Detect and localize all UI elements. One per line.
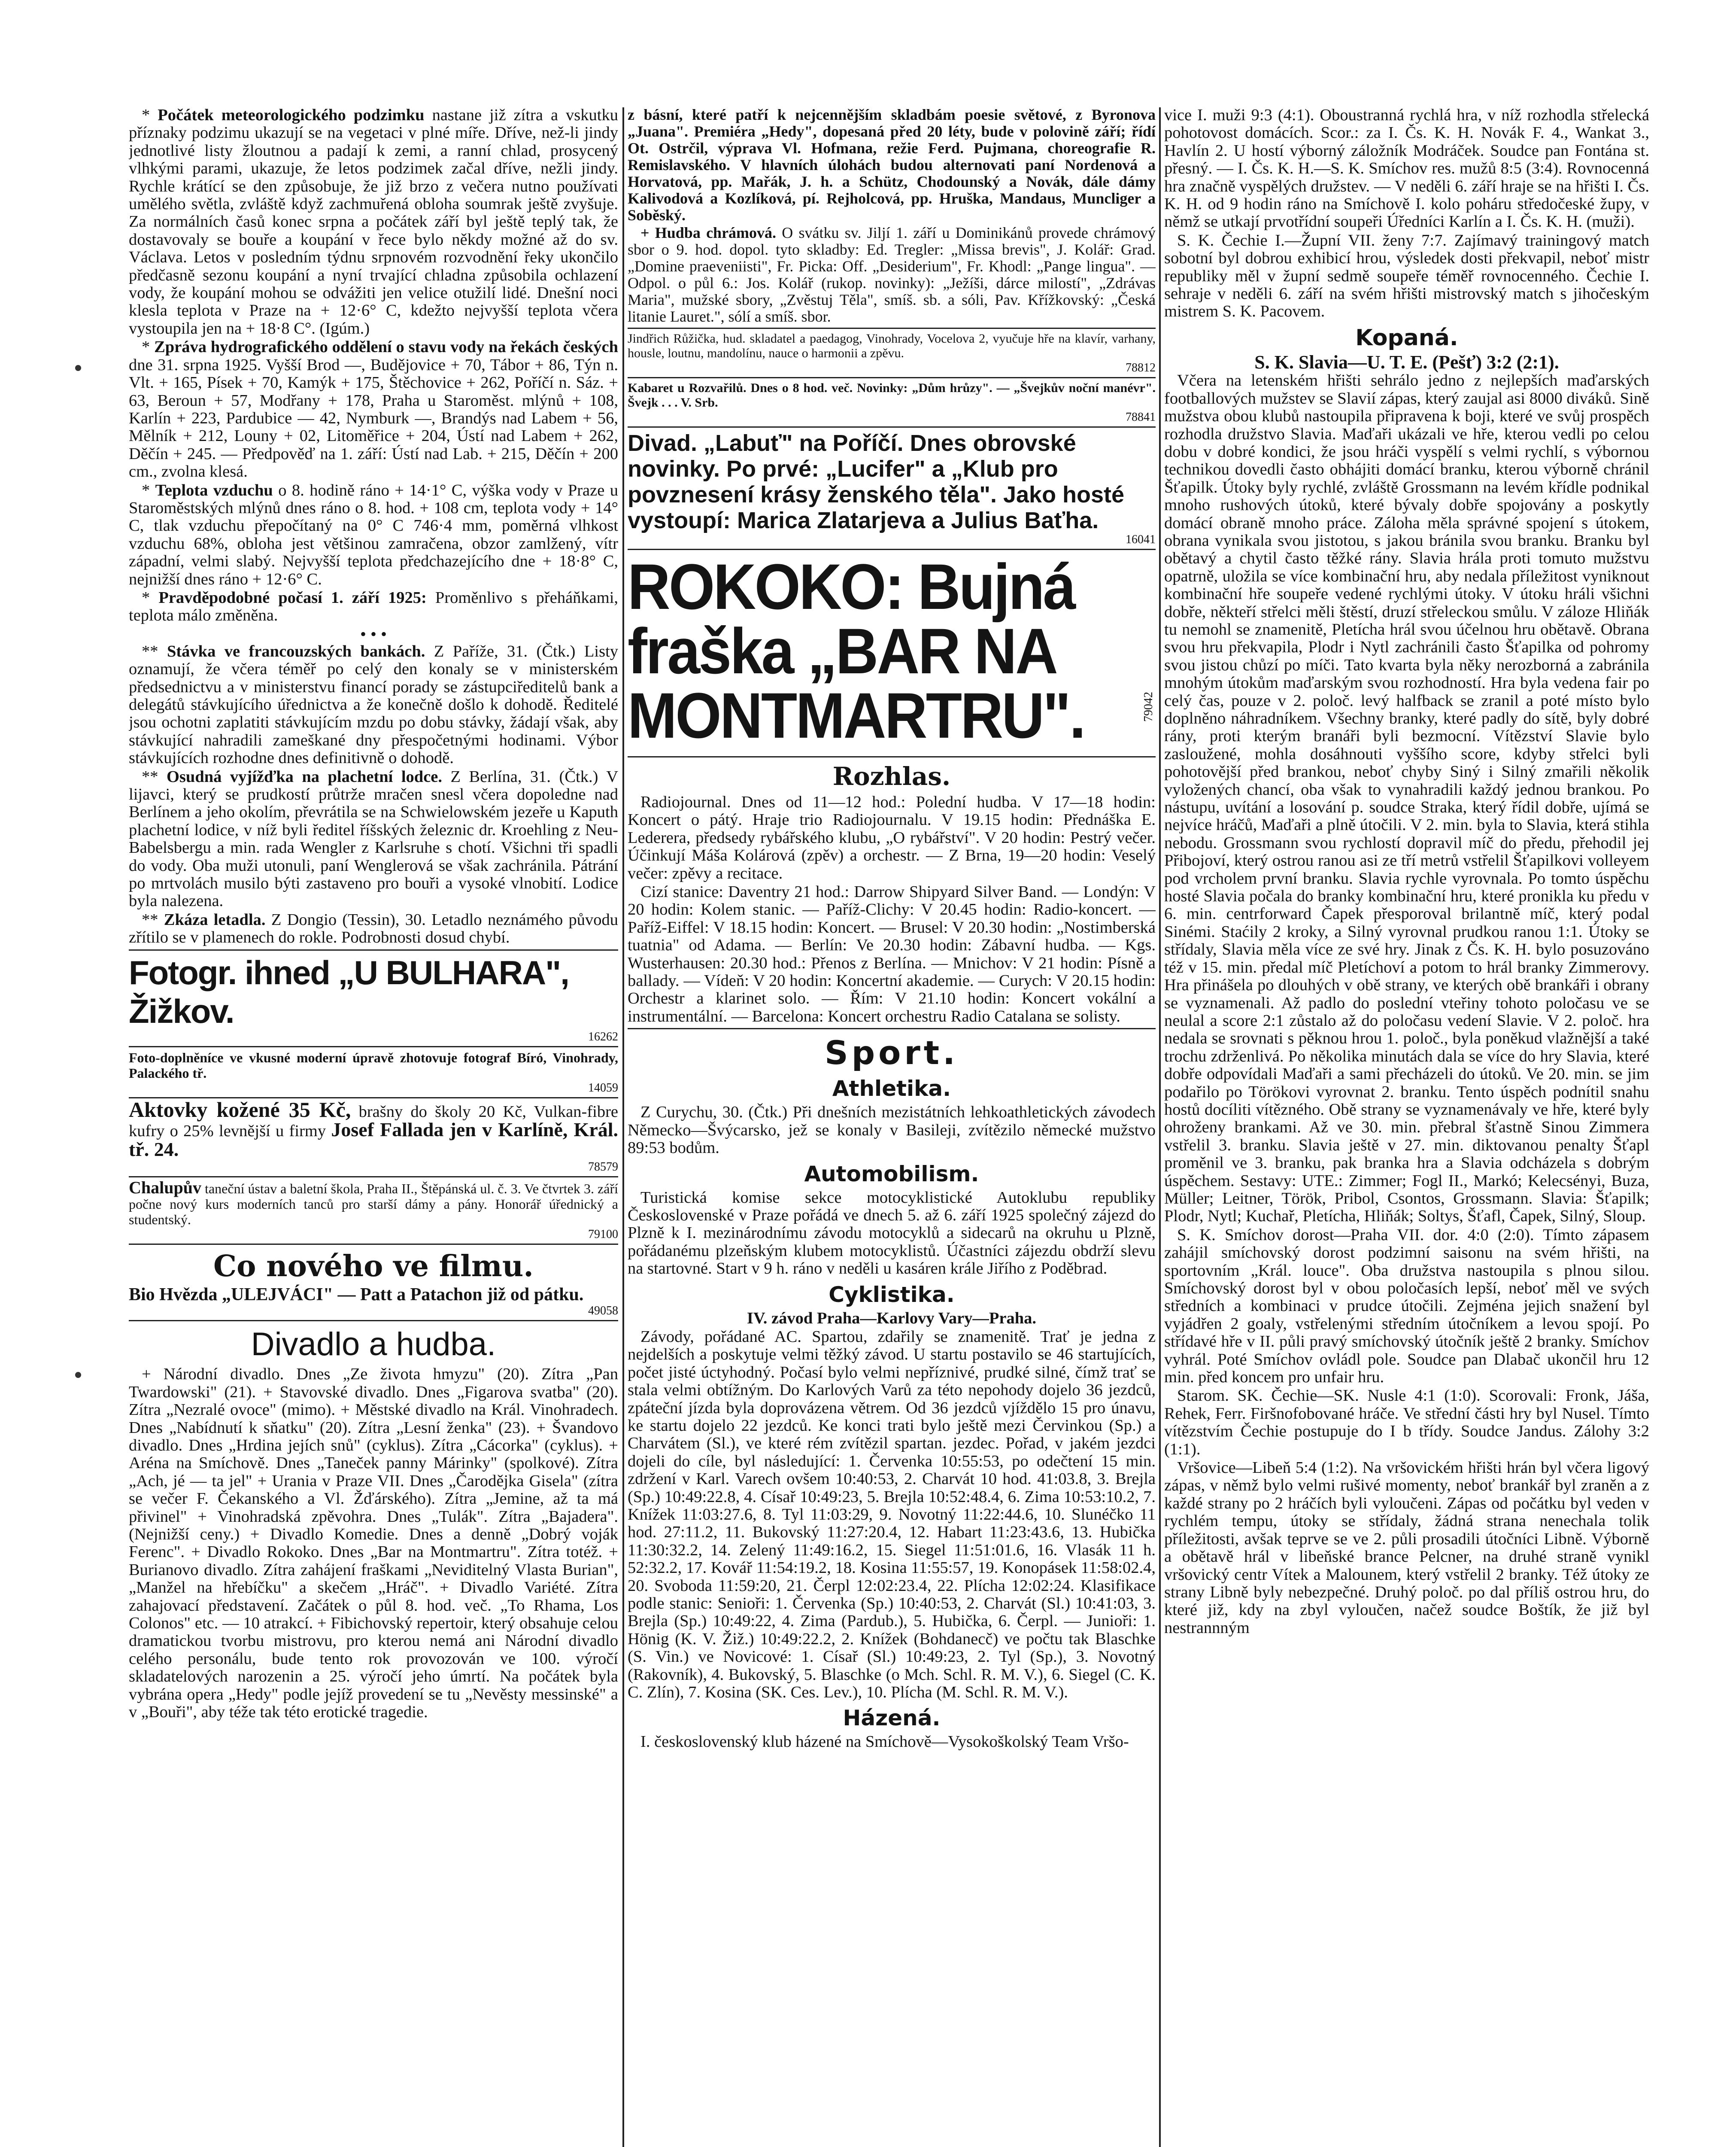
punch-hole-mark: [75, 1372, 81, 1378]
handball-continued: vice I. muži 9:3 (4:1). Oboustranná rychlá hra, v níž rozhodla střelecká pohotovost domácích. Scor.: za I. Čs. K. H. Novák F. 4., Wankat 3., Havlín 2. U hostí výborný záložník Modráček. Soudce pan Fontána st. přesný. — I. Čs. K. H.—S. K. Smíchov res. mužů 8:5 (3:4). Rovnocenná hra značně vyspělých družstev. — V neděli 6. září hraje se na hřišti I. Čs. K. H. od 9 hodin ráno na Smíchově I. kolo poháru středočeské župy, v němž se utkají prvotřídní soupeři Úředníci Karlín a I. Čs. K. H. (muži).: [1164, 106, 1649, 231]
article-title: Pravděpodobné počasí 1. září 1925:: [158, 588, 427, 607]
cycling-subheading: IV. závod Praha—Karlovy Vary—Praha.: [747, 1309, 1037, 1327]
divider: [628, 1028, 1156, 1029]
column-rule: [1159, 107, 1161, 2147]
ad-code: 79100: [588, 1227, 618, 1241]
article-title: Počátek meteorologického podzimku: [158, 106, 425, 124]
handball-heading: Házená.: [843, 1706, 941, 1731]
article-body: nastane již zítra a vskutku příznaky podzimu ukazují se na vegetaci v plné míře. Dříve, než-li jindy jednotlivé listy žloutnou a padají k zemi, a ranní chlad, prosycený vlhkými parami, ukazuje, že letos podzimek začal dříve, nežli jindy. Rychle krátící se den způsobuje, že již brzo z večera nutno používati umělého světla, zvláště když zachmuřená obloha soumrak ještě zvyšuje. Za normálních časů konec srpna a počátek září byl ještě teplý tak, že dostavovaly se bouře a koupání v řece bylo někdy možné až do sv. Václava. Letos v posledním týdnu srpnovém rozvodnění řeky ukončilo předčasně sezonu koupání a nyní trvající chladna způsobila ochlazení vody, že koupání mohou se odvážiti jen velice otužilí lidé. Dnešní noci klesla teplota v Praze na + 12·6° C, kdežto nejvyšší teplota včera vystoupila jen na + 18·8 C°. (Igúm.): [129, 106, 618, 338]
staromestska-article: Starom. SK. Čechie—SK. Nusle 4:1 (1:0). Scorovali: Fronk, Jáša, Rehek, Ferr. Firšnofobované hráče. Ve střední části hry byl Nusel. Tímto vítězstvím Čechie postupuje do I b třídy. Soudce Jandus. Zálohy 3:2 (1:1).: [1164, 1387, 1649, 1458]
divider: [129, 1176, 618, 1177]
ad-code: 78841: [1126, 411, 1156, 424]
ad-code: 16262: [588, 1030, 618, 1043]
column-middle: [628, 106, 1156, 2147]
divider: [628, 377, 1156, 378]
punch-hole-mark: [75, 365, 81, 371]
auto-heading: Automobilism.: [804, 1161, 979, 1186]
ad-title: Aktovky kožené 35 Kč,: [129, 1097, 351, 1122]
article-title: + Hudba chrámová.: [640, 224, 777, 241]
weather-article: * Počátek meteorologického podzimku nastane již zítra a vskutku příznaky podzimu ukazují se na vegetaci v plné míře. Dříve, než-li jindy jednotlivé listy žloutnou a padají k zemi, a ranní chlad, prosycený vlhkými parami, ukazuje, že letos podzimek začal dříve, nežli jindy. Rychle krátící se den způsobuje, že již brzo z večera nutno používati umělého světla, zvláště když zachmuřená obloha soumrak ještě zvyšuje. Za normálních časů konec srpna a počátek září byl ještě teplý tak, že dostavovaly se bouře a koupání v řece bylo někdy možné až do sv. Václava. Letos v posledním týdnu srpnovém rozvodnění řeky ukončilo předčasně sezonu koupání a nyní trvající chladna způsobila ochlazení vody, že koupání mohou se odvážiti jen velice otužilí lidé. Dnešní noci klesla teplota v Praze na + 12·6° C, kdežto nejvyšší teplota včera vystoupila jen na + 18·8 C°. (Igúm.): [129, 106, 618, 338]
ad-labut: Divad. „Labuť" na Poříčí. Dnes obrovské novinky. Po prvé: „Lucifer" a „Klub pro povznesení krásy ženského těla". Jako hosté vystoupí: Marica Zlatarjeva a Julius Baťha.: [628, 430, 1125, 533]
radio-domestic: Radiojournal. Dnes od 11—12 hod.: Polední hudba. V 17—18 hodin: Koncert o pátý. Hraje trio Radiojournalu. V 19.15 hodin: Přednáška E. Lederera, předsedy rybářského klubu, „O rybářství". V 20 hodin: Pestrý večer. Účinkují Máša Kolárová (zpěv) a orchestr. — Z Brna, 19—20 hodin: Veselý večer: zpěvy a recitace.: [628, 793, 1156, 882]
handball-article: I. československý klub házené na Smíchově—Vysokoškolský Team Vršo-: [640, 1733, 1129, 1751]
article-title: Stávka ve francouzských bankách.: [167, 642, 425, 660]
column-right: [1164, 106, 1649, 2147]
divider: [129, 1244, 618, 1245]
athletics-article: Z Curychu, 30. (Čtk.) Při dnešních mezistátních lehkoathletických závodech Německo—Švýcarsko, jež se konaly v Basileji, zvítězilo německé mužstvo 89:53 bodům.: [628, 1103, 1156, 1157]
article-body: Z Berlína, 31. (Čtk.) V lijavci, který se prudkostí průtrže mračen snesl včera dopoledne nad Berlínem a jeho okolím, převrátila se na Schwielowském jezeře u Kaputh plachetní lodice, v níž byli ředitel říšských železnic dr. Kroehling z Neu-Babelsbergu a min. rada Wengler z Karlsruhe s chotí. Všichni tři spadli do vody. Oba muži utonuli, paní Wenglerová se však zachránila. Pátrání po mrtvolách musilo býti zastaveno pro bouři a vysoké vlnobití. Lodice byla nalezena.: [129, 767, 618, 910]
ad-code: 49058: [588, 1304, 618, 1318]
divider: [628, 756, 1156, 757]
divider: [628, 328, 1156, 329]
ad-code: 16041: [1126, 533, 1156, 546]
temperature-article: * Teplota vzduchu o 8. hodině ráno + 14·1° C, výška vody v Praze u Staroměstských mlýnů dnes ráno o 8. hod. + 108 cm, teplota vody + 14° C, tlak vzduchu přepočítaný na 0° C 746·4 mm, poměrná vlhkost vzduchu 68%, obloha jest většinou zamračena, obzor zamlžený, vítr západní, velmi slabý. Nejvyšší teplota předchazejícího dne + 18·8° C, nejnižší dnes ráno + 12·6° C.: [129, 481, 618, 588]
theatre-heading: Divadlo a hudba.: [251, 1326, 496, 1363]
sail-article: ** Osudná vyjížďka na plachetní lodce. Z Berlína, 31. (Čtk.) V lijavci, který se prudkostí průtrže mračen snesl včera dopoledne nad Berlínem a jeho okolím, převrátila se na Schwielowském jezeře u Kaputh plachetní lodice, v níž byli ředitel říšských železnic dr. Kroehling z Neu-Babelsbergu a min. rada Wengler z Karlsruhe s chotí. Všichni tři spadli do vody. Oba muži utonuli, paní Wenglerová se však zachránila. Pátrání po mrtvolách musilo býti zastaveno pro bouři a vysoké vlnobití. Lodice byla nalezena.: [129, 767, 618, 910]
column-rule: [622, 107, 624, 2147]
ad-code: 78812: [1126, 361, 1156, 374]
choir-article: [628, 225, 1156, 325]
auto-article: Turistická komise sekce motocyklistické Autoklubu republiky Československé v Praze pořádá ve dnech 5. až 6. září 1925 společný zájezd do Plzně k I. mezinárodnímu závodu motocyklů a sidecarů na okruhu u Plzně, pořádanému plzeňským klubem motocyklistů. Účastníci zájezdu obdrží slevu na startovné. Start v 9 h. ráno v neděli u kasáren krále Jiřího z Poděbrad.: [628, 1188, 1156, 1278]
ad-rokoko: ROKOKO: Bujná fraška „BAR NA MONTMARTRU".: [628, 550, 1084, 751]
article-title: Zpráva hydrografického oddělení o stavu vody na řekách českých: [154, 338, 618, 356]
ad-aktovky: [129, 1097, 618, 1160]
smichov-article: S. K. Smíchov dorost—Praha VII. dor. 4:0 (2:0). Tímto zápasem zahájil smíchovský dorost podzimní saisonu na svém hřišti, na sportovním „Král. louce". Oba družstva nastoupila s plnou silou. Smíchovský dorost byl v obou poločasích lepší, neboť měl ve svých středních a kombinaci v prudce útočili. Zejména jejich snažení byl vyjádřen 2 goaly, vstřelenými středním útočníkem a levou spojí. Po střídavé hře v II. půli pravý smíchovský útočník ještě 2 branky. Smíchov vyhrál. Poté Smíchov ovládl pole. Soudce pan Dlabač ukončil hru 12 min. před koncem pro unfair hru.: [1164, 1226, 1649, 1387]
ad-ruzicka: Jindřich Růžička, hud. skladatel a paedagog, Vinohrady, Vocelova 2, vyučuje hře na klavír, varhany, housle, loutnu, mandolínu, nauce o harmonii a zpěvu.: [628, 331, 1156, 360]
match-report: Včera na letenském hřišti sehrálo jedno z nejlepších maďarských footballových mužstev se Slavií zápas, který zaujal asi 8000 diváků. Sině mužstva obou klubů nastoupila připravena k boji, které ve svůj prospěch rozhodla družstvo Slavia. Maďaři ukázali ve hře, kterou vedli po celou dobu v dobré kondici, že jsou hráči vyspělí s velmi rychlí, s výbornou technikou dovedli často obhájiti domácí branku, kterou výborně chránil Šťapilk. Útoky byly rychlé, zvláště Grossmann na levém křídle podnikal mnoho rushových útoků, které bývaly dobře spojovány a poskytly domácí obraně mnoho práce. Záloha měla správné spojení s útokem, obrana vynikala svou jistotou, s jakou bránila svou branku. Branku byl obětavý a chytil často těžké rány. Slavia hrála proti tomuto mužstvu opatrně, uložila se více kombinační hru, aby nedala příležitost vyniknout kombinační hře soupeře vedené rychlými útoky. V útoku hráli všichni dobře, někteří střelci měli štěstí, druzí střeleckou smůlu. V záloze Hliňák tu nemohl se znamenitě, Pletícha hrál svou účelnou hru obětavě. Obrana svou hru překvapila, Plodr i Nytl zachránili často Šťapilka od pohromy svou jistou chůzí po míči. Tato kvarta byla něky nerozborná a zabránila mnohým útokům maďarským svou rozhodností. Hra byla vedena fair po celý čas, pouze v 2. poloč. levý halfback se zranil a poté místo bylo doplněno náhradníkem. Všechny branky, které padly do sítě, byly dobré rány, proti kterým branáři byli bezmocní. Vítězství Slavie bylo zasloužené, mohla dosáhnouti vyššího score, kdyby střelci byli pohotovější před brankou, neboť chyby Siný i Silný zmařili několik vyložených chancí, oba však to vynahradili každý jednou brankou. Po nástupu, uvítání a losování p. soudce Straka, který řídil dobře, ujímá se nejvíce hráčů, Maďaři a plně útočili. V 2. min. byla to Slavia, která stihla nebodu. Grossmann svou rychlostí dopravil míč do předu, přehodil jej Přibojoví, který ostrou ranou asi ze tří metrů vstřelil Šťapilkovi volleyem pod vrcholem první branku. Slavia rychle vyrovnala. Po tomto úspěchu hosté Slavia počala do branky kombinační hru, které pronikla ku předu v 6. min. centrforward Čapek přesporoval brilantně míč, který podal Sinémi. Staćily 2 kroky, a Silný vyrovnal prudkou ranou 1:1. Útoky se střídaly, Slavia měla více ze své hry. Jinak z Čs. K. H. bylo posuzováno též v 15. min. předal míč Pletíchoví a potom to hrál branky Zimmerovy. Hra přinášela po dlouhých v obě strany, ve kterých obě brankáři i obrany se vyznamenali. Až padlo do poslední vteřiny tohoto poločasu ve se neulal a score 2:1 zůstalo až do poločasu vedení Slavie. V 2. poloč. hra nedala se srovnati s pěknou hrou 1. poloč., byla poněkud vlažnější a také trochu zdrženlivá. Po několika minutách dala se více do hry Slavia, které dobře odpovídali Maďaři a sami přecházeli do útoků. Ve 20. min. se jim podařilo po Törökovi vyrovnat 2. branku. Tento úspěch podnítil snahu hostů docíliti vítězného. Obě strany se vyznamenávaly ve hře, které byly ohroženy brankami. Až ve 30. min. přebral šťastně Sinou Zimmera vstřelil 3. branku. Slavia ještě v 27. min. diktovanou penalty Šťapl proměnil ve 3. branku, pak branka hra a Slavia odcházela s dobrým úspěchem. Sestavy: UTE.: Zimmer; Fogl II., Markó; Kelecsényi, Buza, Müller; Leitner, Török, Pribol, Csontos, Grossmann. Slavia: Šťapilk; Plodr, Nytl; Kuchař, Pletícha, Hliňák; Soltys, Šťafl, Čapek, Silný, Sloup.: [1164, 371, 1649, 1226]
article-body: dne 31. srpna 1925. Vyšší Brod —, Budějovice + 70, Tábor + 86, Týn n. Vlt. + 165, Písek + 70, Kamýk + 175, Štěchovice + 262, Poříčí n. Sáz. + 63, Beroun + 57, Modřany + 178, Praha u Staroměst. mlýnů + 108, Karlín + 223, Pardubice — 42, Nymburk —, Brandýs nad Labem + 56, Mělník + 212, Louny + 02, Litoměřice + 204, Ústí nad Labem + 262, Děčín + 245. — Předpověď na 1. září: Ústí nad Lab. + 215, Děčín + 200 cm., zvolna klesá.: [129, 356, 618, 481]
divider: [628, 426, 1156, 428]
article-title: Osudná vyjížďka na plachetní lodce.: [166, 767, 443, 786]
ad-chalupa: [129, 1177, 618, 1227]
divider: [129, 1320, 618, 1321]
forecast-article: * Pravděpodobné počasí 1. září 1925: Proměnlivo s přeháňkami, teplota málo změněna.: [129, 588, 618, 625]
ad-code: 14059: [588, 1081, 618, 1095]
ad-firm: Josef Fallada jen v Karlíně, Král. tř. 24.: [129, 1119, 618, 1160]
match-heading: S. K. Slavia—U. T. E. (Pešť) 3:2 (2:1).: [1254, 351, 1559, 373]
vrsovice-article: Vršovice—Libeň 5:4 (1:2). Na vršovickém hřišti hrán byl včera ligový zápas, v němž bylo velmi rušivé momenty, neboť brankář byl zraněn a z každé strany po 2 hráčích byli vyloučeni. Zápas od počátku byl veden v rychlém tempu, útoky se střídaly, žádná strana nenechala tolik příležitosti, avšak teprve se ve 2. půli prosadili útočníci Libně. Výborně a obětavě hrál v libeňské brance Pelcner, na druhé straně vynikl vršovický centr Vítek a Malounem, který vstřelil 2 branky. Též útoky ze strany Libně byly nebezpečné. Druhý poloč. po dal příliš ostrou hru, do které již, kdy na zbyl vyloučen, načež soudce Boštík, že již byl nestrannným: [1164, 1459, 1649, 1637]
ad-code: 79042: [1142, 692, 1155, 722]
athletics-heading: Athletika.: [832, 1076, 951, 1101]
ad-title: Chalupův: [129, 1177, 201, 1197]
ad-rokoko-box: [628, 550, 1156, 751]
cechie-article: S. K. Čechie I.—Župní VII. ženy 7:7. Zajímavý trainingový match sobotní byl dobrou exhibicí hrou, výsledek dosti překvapil, neboť mistr republiky měl v župní sedmě soupeře téměř rovnocenného. Čechie I. sehraje v neděli 6. září na svém hřišti mistrovský match s jihočeským mistrem S. K. Pacovem.: [1164, 231, 1649, 321]
hydro-article: * Zpráva hydrografického oddělení o stavu vody na řekách českých dne 31. srpna 1925. Vyšší Brod —, Budějovice + 70, Tábor + 86, Týn n. Vlt. + 165, Písek + 70, Kamýk + 175, Štěchovice + 262, Poříčí n. Sáz. + 63, Beroun + 57, Modřany + 178, Praha u Staroměst. mlýnů + 108, Karlín + 223, Pardubice — 42, Nymburk —, Brandýs nad Labem + 56, Mělník + 212, Louny + 02, Litoměřice + 204, Ústí nad Labem + 262, Děčín + 245. — Předpověď na 1. září: Ústí nad Lab. + 215, Děčín + 200 cm., zvolna klesá.: [129, 338, 618, 481]
divider: [129, 949, 618, 951]
plane-article: ** Zkáza letadla. Z Dongio (Tessin), 30. Letadlo neznámého původu zřítilo se v plamenech do rokle. Podrobnosti dosud chybí.: [129, 910, 618, 947]
divider: [129, 1046, 618, 1047]
ad-body: taneční ústav a baletní škola, Praha II., Štěpánská ul. č. 3. Ve čtvrtek 3. září počne nový kurs moderních tanců pro starší dámy a pány. Honorář úřednický a studentský.: [129, 1180, 618, 1227]
ad-body: brašny do školy 20 Kč, Vulkan-fibre kufry o 25% levnější u firmy: [129, 1102, 618, 1140]
cycling-heading: Cyklistika.: [829, 1282, 955, 1307]
theatre-listings: + Národní divadlo. Dnes „Ze života hmyzu" (20). Zítra „Pan Twardowski" (21). + Stavovské divadlo. Dnes „Figarova svatba" (20). Zítra „Nezralé ovoce" (mimo). + Městské divadlo na Král. Vinohradech. Dnes „Nabídnutí k sňatku" (20). Zítra „Lesní ženka" (23). + Švandovo divadlo. Dnes „Hrdina jejích snů" (cyklus). Zítra „Cácorka" (cyklus). + Aréna na Smíchově. Dnes „Taneček panny Márinky" (spolkové). Zítra „Ach, jé — ta jel" + Urania v Praze VII. Dnes „Čarodějka Gisela" (zítra se večer F. Čekanského a Vl. Žďárského). Zítra „Jemine, až ta má přivinel" + Vinohradská zpěvohra. Dnes „Tulák". Zítra „Bajadera". (Nejnižší ceny.) + Divadlo Komedie. Dnes a denně „Dobrý voják Ferenc". + Divadlo Rokoko. Dnes „Bar na Montmartru". Zítra totéž. + Burianovo divadlo. Zítra zahájení fraškami „Neviditelný Vlasta Burian", „Manžel na hřebíčku" a skečem „Hráč". + Divadlo Variété. Zítra zahajovací představení. Začátek o půl 8. hod. več. „To Rhama, Los Colonos" etc. — 10 atrakcí. + Fibichovský repertoir, který obsahuje celou dramatickou tvorbu mistrovu, pro kterou nemá ani Národní divadlo celého personálu, bude tento rok provozován ve 100. výročí skladatelových narozenin a 25. výročí jeho úmrtí. Na počátek byla vybrána opera „Hedy" podle jejíž provedení se tu „Nevěsty messinské" a v „Bouři", aby téže tak této erotické tragedie.: [129, 1365, 618, 1721]
ad-foto-doplnenice: Foto-doplněníce ve vkusné moderní úpravě zhotovuje fotograf Bíró, Vinohrady, Palackého tř.: [129, 1049, 618, 1081]
ad-foto-bulhara: Fotogr. ihned „U BULHARA", Žižkov.: [129, 953, 569, 1030]
radio-foreign: Cizí stanice: Daventry 21 hod.: Darrow Shipyard Silver Band. — Londýn: V 20 hodin: Kolem stanic. — Paříž-Clichy: V 20.45 hodin: Radio-koncert. — Paříž-Eiffel: V 18.15 hodin: Koncert. — Brusel: V 20.30 hodin: „Nostimberská tuatnia" od Adama. — Berlín: Ve 20.30 hodin: Zábavní hudba. — Kgs. Wusterhausen: 20.30 hod.: Přenos z Berlína. — Mnichov: V 21 hodin: Písně a ballady. — Vídeň: V 20 hodin: Koncertní akademie. — Curych: V 20.15 hodin: Orchestr a klarinet solo. — Řím: V 21.10 hodin: Koncert vokální a instrumentální. — Barcelona: Koncert orchestru Radio Catalana se solisty.: [628, 883, 1156, 1025]
article-body: Proměnlivo s přeháňkami, teplota málo změněna.: [129, 588, 618, 625]
strike-article: ** Stávka ve francouzských bankách. Z Paříže, 31. (Čtk.) Listy oznamují, že včera téměř po celý den konaly se v ministerském předsednictvu a v ministerstvu financí porady se zástupciředitelů bank a delegátů stávkujícího úřednictva a že konečně došlo k dohodě. Ředitelé jsou ochotni zaplatiti stávkujícím mzdu po dobu stávky, žádají však, aby stávkující nahradili zameškané dny přespočetnými hodinami. Výbor stávkujících rozhodne dnes definitivně o dohodě.: [129, 642, 618, 767]
hedy-article: z básní, které patří k nejcennějším skladbám poesie světové, z Byronova „Juana". Premiéra „Hedy", dopesaná před 20 léty, bude v polovině září; řídí Ot. Ostrčil, výprava Vl. Hofmana, režie Ferd. Pujmana, choreografie R. Remislavského. V hlavních úlohách budou alternovati paní Nordenová a Horvatová, pp. Mařák, J. h. a Schütz, Chodounský a Novák, dále dámy Kalivodová a Kozlíková, pí. Rejholcová, pp. Hruška, Mandaus, Muncliger a Soběský.: [628, 106, 1156, 224]
article-body: Z Paříže, 31. (Čtk.) Listy oznamují, že včera téměř po celý den konaly se v ministerském předsednictvu a v ministerstvu financí porady se zástupciředitelů bank a delegátů stávkujícího úřednictva a že konečně došlo k dohodě. Ředitelé jsou ochotni zaplatiti stávkujícím mzdu po dobu stávky, žádají však, aby stávkující nahradili zameškané dny přespočetnými hodinami. Výbor stávkujících rozhodne dnes definitivně o dohodě.: [129, 642, 618, 767]
cycling-article: Závody, pořádané AC. Spartou, zdařily se znamenitě. Trať je jedna z nejdelších a poskytuje velmi těžký závod. U startu postavilo se 46 startujících, počet jisté úctyhodný. Počasí bylo velmi nepříznivé, prudké silné, čímž trať se stala velmi obtížným. Do Karlových Varů za této nepohody dojelo 36 jezdců, zpáteční jízda byla doprovázena větrem. Od 36 jezdců vjíždělo 15 pro únavu, ke startu dojelo 22 jezdců. Ke konci trati bylo ještě mezi Červinkou (Sp.) a Charvátem (Sl.), ve které rém zvítězil spartan. jezdec. Pořad, v jakém jezdci dojeli do cíle, byl následující: 1. Červenka 10:55:53, po odečtení 15 min. zdržení v Karl. Varech ovšem 10:40:53, 2. Charvát 10 hod. 41:03.8, 3. Brejla (Sp.) 10:49:22.8, 4. Císař 10:49:23, 5. Brejla 10:52:48.4, 6. Zima 10:53:10.2, 7. Knížek 11:03:27.6, 8. Tyl 11:03:29, 9. Novotný 11:22:44.6, 10. Slunéčko 11 hod. 27:11.2, 11. Bukovský 11:27:20.4, 12. Habart 11:23:43.6, 13. Hubička 11:30:32.2, 14. Zelený 11:49:16.2, 15. Siegel 11:51:01.6, 16. Vlasák 11 h. 52:32.2, 17. Kovář 11:54:19.2, 18. Kosina 11:55:57, 19. Konopásek 11:58:02.4, 20. Svoboda 11:59:20, 21. Čerpl 12:02:23.4, 22. Plícha 12:02:24. Klasifikace podle stanic: Senioři: 1. Červenka (Sp.) 10:40:53, 2. Charvát (Sl.) 10:41:03, 3. Brejla (Sp.) 10:49:22, 4. Zima (Pardub.), 5. Hubička, 6. Čerpl. — Junioři: 1. Hönig (K. V. Žiž.) 10:49:22.2, 2. Knížek (Bohdanecč) ve počtu tak Blaschke (S. Vin.) ve Novicové: 1. Císař (Sl.) 10:49:23, 2. Tyl (Sp.), 3. Novotný (Rakovník), 4. Bukovský, 5. Blaschke (o Mch. Schl. R. M. V.), 6. Siegel (C. K. C. Zlín), 7. Kosina (SK. Ces. Lev.), 10. Plícha (M. Schl. R. M. V.).: [628, 1327, 1156, 1702]
article-title: Teplota vzduchu: [155, 481, 273, 499]
column-left: [129, 106, 618, 2147]
football-heading: Kopaná.: [1355, 325, 1458, 351]
ad-kabaret: Kabaret u Rozvařilů. Dnes o 8 hod. več. Novinky: „Dům hrůzy". — „Švejkův noční manévr". Švejk . . . V. Srb.: [628, 381, 1156, 410]
article-body: Z Dongio (Tessin), 30. Letadlo neznámého původu zřítilo se v plamenech do rokle. Podrobnosti dosud chybí.: [129, 910, 618, 947]
ad-code: 78579: [588, 1160, 618, 1174]
separator-dots: • • •: [360, 624, 387, 644]
article-body: o 8. hodině ráno + 14·1° C, výška vody v Praze u Staroměstských mlýnů dnes ráno o 8. hod. + 108 cm, teplota vody + 14° C, tlak vzduchu přepočítaný na 0° C 746·4 mm, poměrná vlhkost vzduchu 68%, obloha jest většinou zamračena, obzor zamlžený, vítr západní, velmi slabý. Nejvyšší teplota předchazejícího dne + 18·8° C, nejnižší dnes ráno + 12·6° C.: [129, 481, 618, 588]
film-heading: Co nového ve filmu.: [213, 1249, 534, 1283]
radio-heading: Rozhlas.: [832, 762, 951, 791]
sport-heading: Sport.: [824, 1034, 959, 1072]
article-title: Zkáza letadla.: [164, 910, 266, 929]
film-text: Bio Hvězda „ULEJVÁCI" — Patt a Patachon již od pátku.: [129, 1284, 584, 1305]
divider: [628, 549, 1156, 550]
article-body: O svátku sv. Jiljí 1. září u Dominikánů provede chrámový sbor o 9. hod. dopol. tyto skladby: Ed. Tregler: „Missa brevis", J. Kolář: Grad. „Domine praeveniisti", Fr. Picka: Off. „Desiderium", Fr. Khodl: „Pange lingua". — Odpol. o půl 6.: Jos. Kolář (rukop. novinky): „Ježíši, dárce milostí", „Zdrávas Maria", mužské sbory, „Zvěstuj Těla", smíš. sb. a sóli, Pav. Křížkovský: „Česká litanie Lauret.", sólí a smíš. sbor.: [628, 224, 1156, 325]
